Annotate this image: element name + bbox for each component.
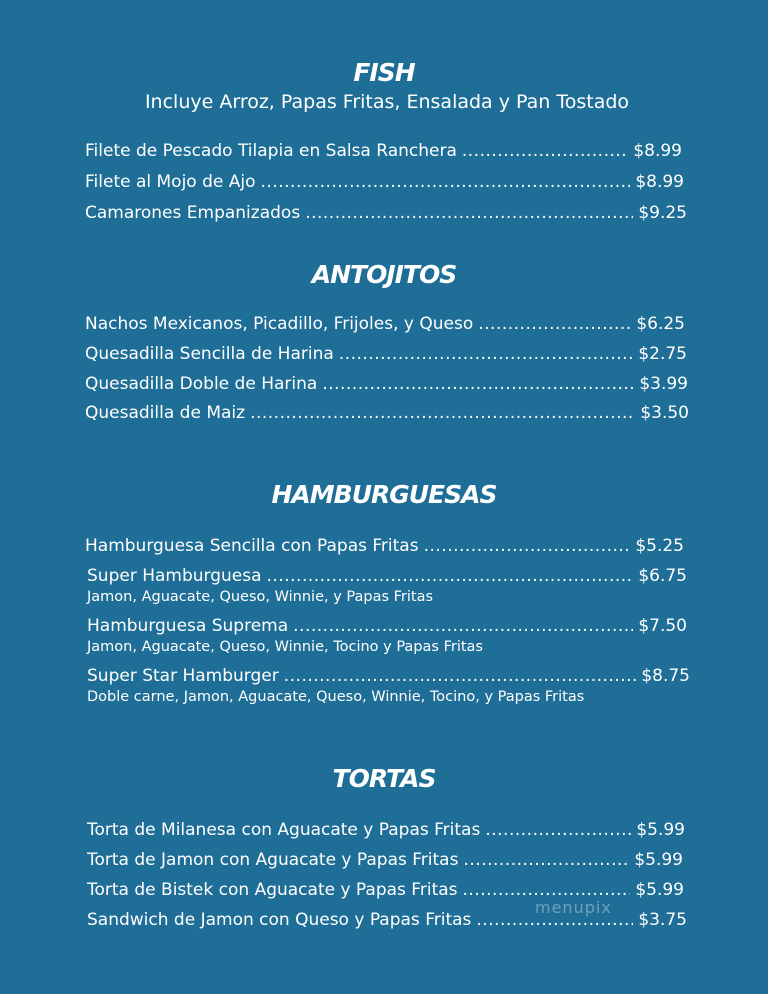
section-subtitle-fish: Incluye Arroz, Papas Fritas, Ensalada y Pan Tostado bbox=[144, 91, 630, 113]
menu-item-price: $6.25 bbox=[636, 314, 685, 334]
leader-dots bbox=[293, 616, 633, 636]
menu-item-name: Filete de Pescado Tilapia en Salsa Ranchera bbox=[85, 141, 457, 161]
menu-item-price: $5.99 bbox=[636, 820, 685, 840]
menu-item bbox=[85, 403, 689, 423]
menu-item-description: Jamon, Aguacate, Queso, Winnie, y Papas Fritas bbox=[87, 589, 434, 605]
menu-item bbox=[85, 536, 684, 556]
menu-item-name: Super Star Hamburger bbox=[87, 666, 279, 686]
menu-item-price: $3.75 bbox=[638, 910, 687, 930]
section-title-hamburguesas: HAMBURGUESAS bbox=[271, 480, 497, 509]
leader-dots bbox=[485, 820, 631, 840]
menu-item-price: $3.50 bbox=[640, 403, 689, 423]
menu-item bbox=[85, 374, 688, 394]
leader-dots bbox=[463, 850, 629, 870]
menu-item-name: Super Hamburguesa bbox=[87, 566, 262, 586]
menu-item-price: $9.25 bbox=[638, 203, 687, 223]
menu-item-name: Torta de Jamon con Aguacate y Papas Fritas bbox=[87, 850, 459, 870]
leader-dots bbox=[284, 666, 637, 686]
leader-dots bbox=[478, 314, 631, 334]
menu-item-name: Quesadilla Sencilla de Harina bbox=[85, 344, 334, 364]
menu-item bbox=[87, 820, 685, 840]
menu-item-price: $3.99 bbox=[639, 374, 688, 394]
leader-dots bbox=[261, 172, 631, 192]
menu-item-name: Torta de Milanesa con Aguacate y Papas Fritas bbox=[87, 820, 481, 840]
menu-item-price: $5.99 bbox=[635, 880, 684, 900]
menu-item-price: $6.75 bbox=[638, 566, 687, 586]
menu-item bbox=[87, 880, 684, 900]
leader-dots bbox=[339, 344, 634, 364]
menu-item bbox=[85, 141, 682, 161]
menu-item-name: Quesadilla Doble de Harina bbox=[85, 374, 318, 394]
menu-item-description: Jamon, Aguacate, Queso, Winnie, Tocino y Papas Fritas bbox=[87, 639, 483, 655]
menu-item-price: $8.99 bbox=[633, 141, 682, 161]
menu-item-price: $8.75 bbox=[641, 666, 690, 686]
leader-dots bbox=[305, 203, 633, 223]
section-title-tortas: TORTAS bbox=[332, 764, 436, 793]
menu-item-name: Torta de Bistek con Aguacate y Papas Fritas bbox=[87, 880, 458, 900]
menu-item-name: Nachos Mexicanos, Picadillo, Frijoles, y Queso bbox=[85, 314, 474, 334]
menu-item-price: $2.75 bbox=[638, 344, 687, 364]
section-title-antojitos: ANTOJITOS bbox=[311, 260, 457, 289]
leader-dots bbox=[322, 374, 634, 394]
menu-item-price: $8.99 bbox=[635, 172, 684, 192]
menu-item bbox=[87, 566, 687, 586]
menu-item-name: Camarones Empanizados bbox=[85, 203, 301, 223]
menu-item-price: $5.99 bbox=[634, 850, 683, 870]
menu-item-price: $7.50 bbox=[638, 616, 687, 636]
menu-item-name: Quesadilla de Maiz bbox=[85, 403, 246, 423]
leader-dots bbox=[250, 403, 635, 423]
leader-dots bbox=[267, 566, 634, 586]
menu-item bbox=[85, 344, 687, 364]
leader-dots bbox=[462, 141, 628, 161]
menu-item bbox=[85, 172, 684, 192]
watermark: menupix bbox=[535, 898, 612, 917]
menu-item-name: Hamburguesa Suprema bbox=[87, 616, 289, 636]
menu-item bbox=[87, 616, 687, 636]
menu-item-description: Doble carne, Jamon, Aguacate, Queso, Winnie, Tocino, y Papas Fritas bbox=[87, 689, 585, 705]
menu-item-name: Sandwich de Jamon con Queso y Papas Fritas bbox=[87, 910, 472, 930]
leader-dots bbox=[463, 880, 631, 900]
menu-item bbox=[87, 666, 690, 686]
menu-item-price: $5.25 bbox=[635, 536, 684, 556]
menu-item-name: Hamburguesa Sencilla con Papas Fritas bbox=[85, 536, 419, 556]
menu-item bbox=[85, 314, 685, 334]
section-title-fish: FISH bbox=[353, 58, 415, 87]
menu-item bbox=[87, 850, 683, 870]
leader-dots bbox=[424, 536, 631, 556]
menu-item-name: Filete al Mojo de Ajo bbox=[85, 172, 256, 192]
menu-item bbox=[85, 203, 687, 223]
